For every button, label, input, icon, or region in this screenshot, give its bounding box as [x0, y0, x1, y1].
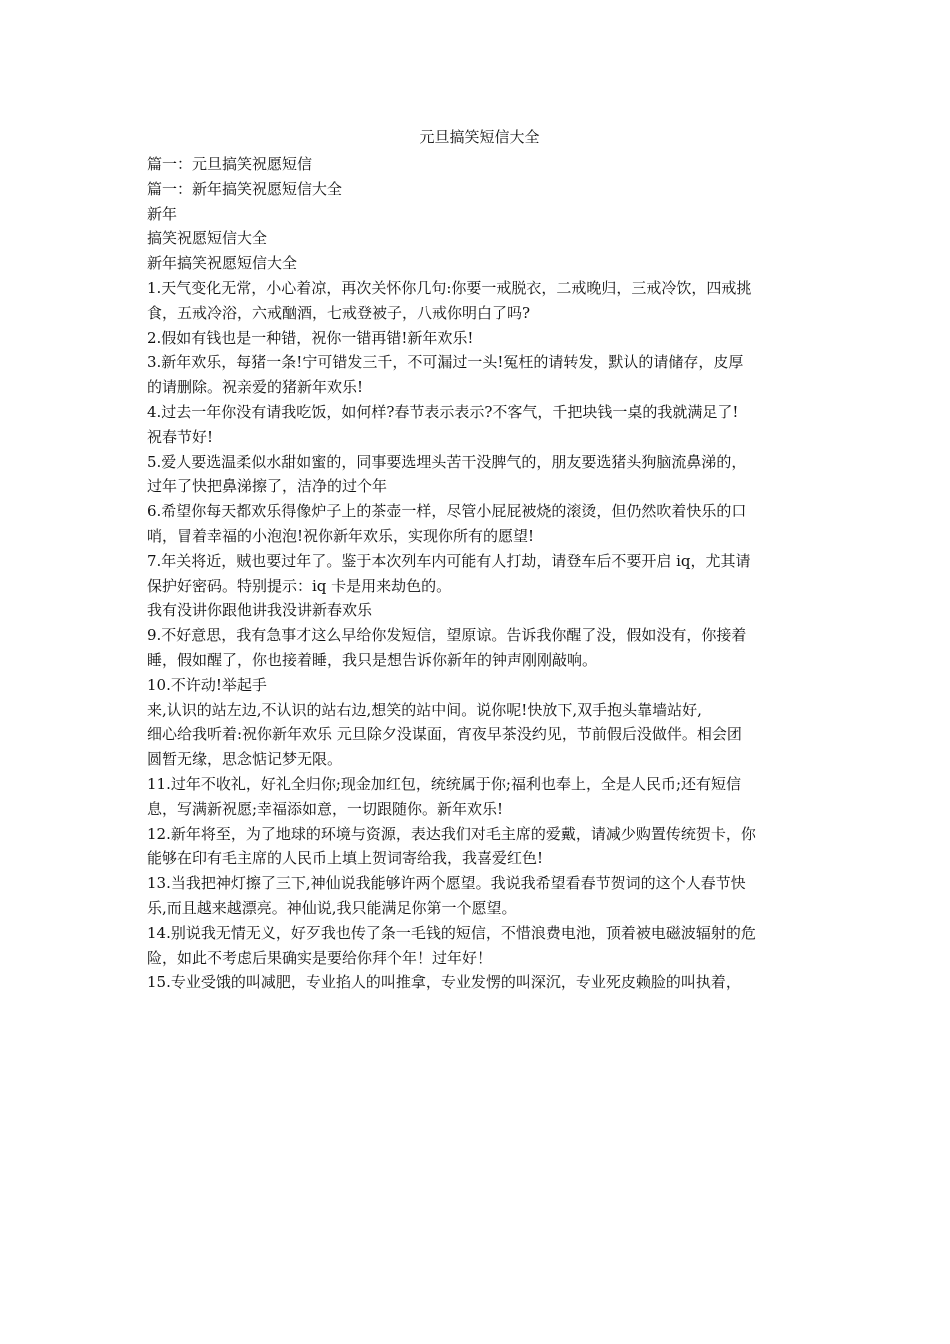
text-line: 5.爱人要选温柔似水甜如蜜的，同事要选埋头苦干没脾气的，朋友要选猪头狗脑流鼻涕的， [147, 452, 747, 471]
text-line: 3.新年欢乐，每猪一条!宁可错发三千，不可漏过一头!冤枉的请转发，默认的请储存，皮厚 [147, 353, 744, 372]
text-line: 食，五戒冷浴，六戒酗酒，七戒登被子，八戒你明白了吗? [147, 303, 531, 322]
text-line: 乐,而且越来越漂亮。神仙说,我只能满足你第一个愿望。 [147, 898, 517, 917]
text-line: 睡，假如醒了，你也接着睡，我只是想告诉你新年的钟声刚刚敲响。 [147, 650, 598, 669]
text-line: 来,认识的站左边,不认识的站右边,想笑的站中间。说你呢!快放下,双手抱头靠墙站好, [147, 700, 702, 719]
text-line: 我有没讲你跟他讲我没讲新春欢乐 [147, 601, 373, 620]
text-line: 能够在印有毛主席的人民币上填上贺词寄给我，我喜爱红色! [147, 849, 544, 868]
text-line: 13.当我把神灯擦了三下,神仙说我能够许两个愿望。我说我希望看春节贺词的这个人春节快 [147, 874, 746, 893]
text-line: 保护好密码。特别提示：iq 卡是用来劫色的。 [147, 576, 452, 595]
text-line: 4.过去一年你没有请我吃饭，如何样?春节表示表示?不客气，千把块钱一桌的我就满足了! [147, 402, 739, 421]
text-line: 哨，冒着幸福的小泡泡!祝你新年欢乐，实现你所有的愿望! [147, 526, 535, 545]
text-line: 险，如此不考虑后果确实是要给你拜个年！过年好！ [147, 948, 493, 967]
text-line: 12.新年将至，为了地球的环境与资源，表达我们对毛主席的爱戴，请减少购置传统贺卡，你 [147, 824, 756, 843]
text-line: 篇一：新年搞笑祝愿短信大全 [147, 179, 343, 198]
text-line: 11.过年不收礼，好礼全归你;现金加红包，统统属于你;福利也奉上，全是人民币;还有短信 [147, 774, 742, 793]
text-line: 14.别说我无情无义，好歹我也传了条一毛钱的短信，不惜浪费电池，顶着被电磁波辐射的危 [147, 923, 756, 942]
text-line: 的请删除。祝亲爱的猪新年欢乐! [147, 378, 364, 397]
text-line: 15.专业受饿的叫减肥，专业掐人的叫推拿，专业发愣的叫深沉，专业死皮赖脸的叫执着， [147, 973, 741, 992]
text-line: 细心给我听着:祝你新年欢乐 元旦除夕没谋面，宵夜早茶没约见，节前假后没做伴。相会团 [147, 725, 742, 744]
document-body [147, 152, 812, 995]
text-line: 2.假如有钱也是一种错，祝你一错再错!新年欢乐! [147, 328, 474, 347]
text-line: 7.年关将近，贼也要过年了。鉴于本次列车内可能有人打劫，请登车后不要开启 iq，尤其请 [147, 551, 751, 570]
document-page [147, 126, 812, 995]
text-line: 过年了快把鼻涕擦了，洁净的过个年 [147, 477, 388, 496]
text-line: 篇一：元旦搞笑祝愿短信 [147, 155, 313, 173]
text-line: 搞笑祝愿短信大全 [147, 229, 268, 248]
text-line: 10.不许动!举起手 [147, 675, 267, 694]
text-line: 祝春节好! [147, 427, 214, 446]
text-line: 息，写满新祝愿;幸福添如意，一切跟随你。新年欢乐! [147, 799, 504, 818]
text-line: 新年 [147, 204, 178, 223]
text-line: 1.天气变化无常，小心着凉，再次关怀你几句:你要一戒脱衣，二戒晚归，三戒冷饮，四戒挑 [147, 278, 752, 297]
text-line: 9.不好意思，我有急事才这么早给你发短信，望原谅。告诉我你醒了没，假如没有，你接着 [147, 626, 747, 645]
text-line: 新年搞笑祝愿短信大全 [147, 254, 298, 273]
text-line: 6.希望你每天都欢乐得像炉子上的茶壶一样，尽管小屁屁被烧的滚烫，但仍然吹着快乐的口 [147, 502, 747, 521]
text-line: 圆暂无缘，思念惦记梦无限。 [147, 750, 343, 769]
document-title: 元旦搞笑短信大全 [419, 128, 540, 146]
